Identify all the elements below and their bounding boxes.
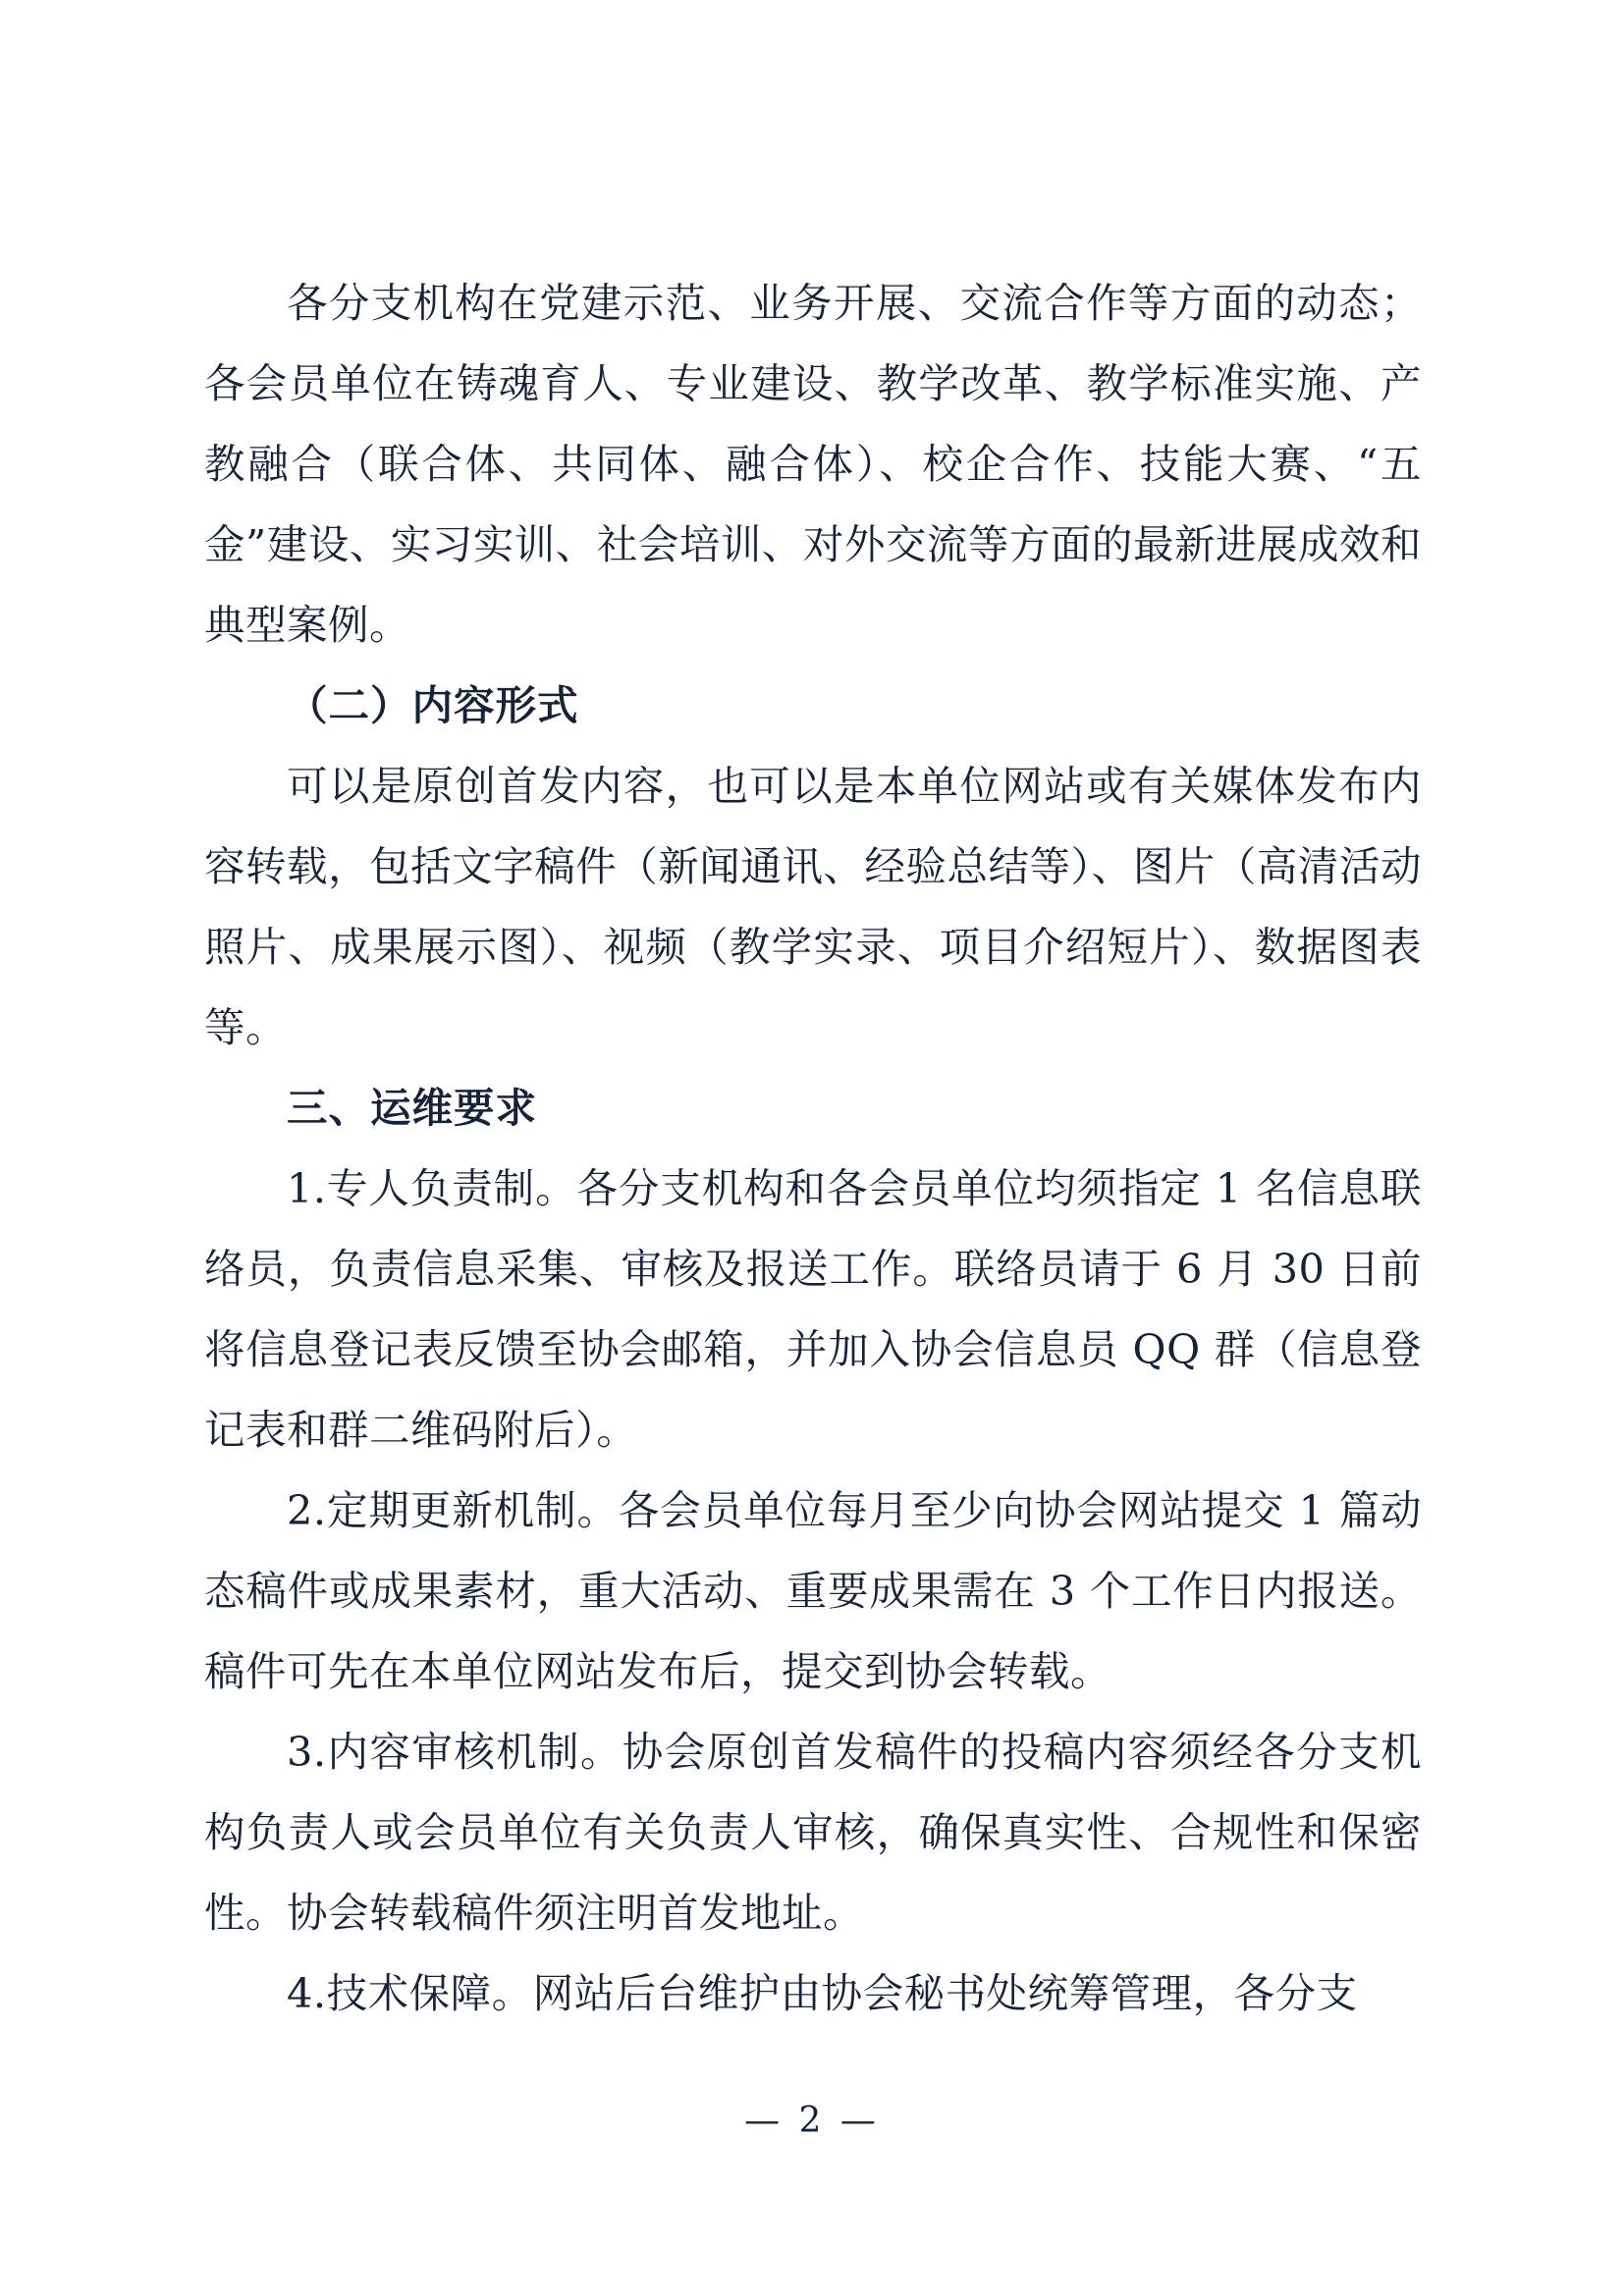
body-paragraph: 2.定期更新机制。各会员单位每月至少向协会网站提交 1 篇动态稿件或成果素材，重大活动、重要成果需在 3 个工作日内报送。稿件可先在本单位网站发布后，提交到协会转载。 [204,1486,1422,1695]
page-footer [0,2101,1624,2141]
page-number: — 2 — [744,2101,880,2141]
section-heading-content-form: （二）内容形式 [287,681,579,729]
body-paragraph: 4.技术保障。网站后台维护由协会秘书处统筹管理，各分支 [287,1969,1358,2017]
body-paragraph: 3.内容审核机制。协会原创首发稿件的投稿内容须经各分支机构负责人或会员单位有关负责人审核，确保真实性、合规性和保密性。协会转载稿件须注明首发地址。 [204,1728,1422,1937]
page-content [204,263,1422,2034]
body-paragraph: 可以是原创首发内容，也可以是本单位网站或有关媒体发布内容转载，包括文字稿件（新闻通讯、经验总结等）、图片（高清活动照片、成果展示图）、视频（教学实录、项目介绍短片）、数据图表等。 [204,762,1422,1051]
section-heading-operation-requirements: 三、运维要求 [287,1084,538,1132]
body-paragraph: 1.专人负责制。各分支机构和各会员单位均须指定 1 名信息联络员，负责信息采集、审核及报送工作。联络员请于 6 月 30 日前将信息登记表反馈至协会邮箱，并加入协会信息员 QQ 群（信息登记表和群二维码附后）。 [204,1164,1422,1454]
body-paragraph: 各分支机构在党建示范、业务开展、交流合作等方面的动态；各会员单位在铸魂育人、专业建设、教学改革、教学标准实施、产教融合（联合体、共同体、融合体）、校企合作、技能大赛、“五金”建设、实习实训、社会培训、对外交流等方面的最新进展成效和典型案例。 [204,279,1422,649]
